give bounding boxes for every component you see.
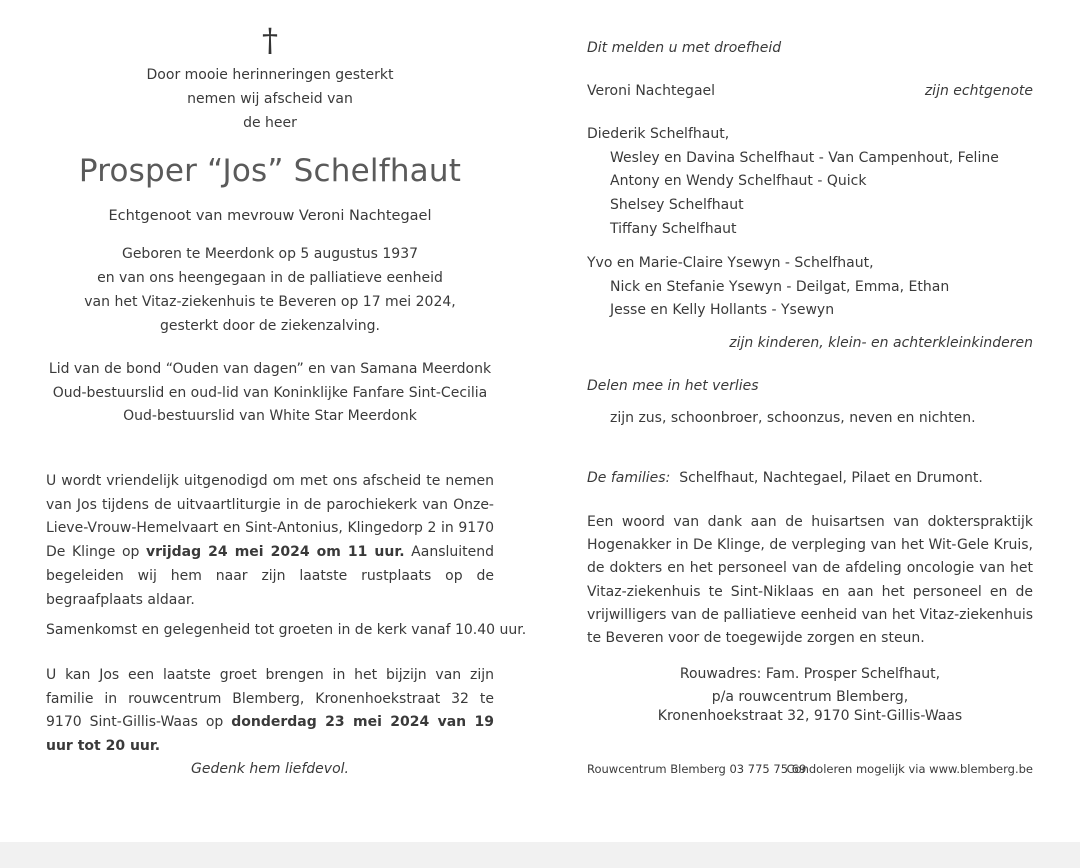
families-label: De families: xyxy=(587,470,671,486)
families-text: Schelfhaut, Nachtegael, Pilaet en Drumont. xyxy=(679,470,983,486)
families-line xyxy=(587,470,983,486)
intro-line-3: de heer xyxy=(243,115,297,131)
visit-paragraph xyxy=(46,664,494,759)
spouse-name: Veroni Nachtegael xyxy=(587,83,716,99)
share-text: zijn zus, schoonbroer, schoonzus, neven en nichten. xyxy=(610,410,976,426)
intro-line-2: nemen wij afscheid van xyxy=(187,91,353,107)
family2-head: Yvo en Marie-Claire Ysewyn - Schelfhaut, xyxy=(587,255,874,271)
remember-line: Gedenk hem liefdevol. xyxy=(191,761,349,777)
family2-line-1: Nick en Stefanie Ysewyn - Deilgat, Emma, Ethan xyxy=(610,279,950,295)
family2-line-2: Jesse en Kelly Hollants - Ysewyn xyxy=(610,302,835,318)
thanks-paragraph: Een woord van dank aan de huisartsen van dokterspraktijk Hogenakker in De Klinge, de verpleging van het Wit-Gele Kruis, de dokters en het personeel van de afdeling oncologie van het Vitaz-ziekenhuis te Sint-Niklaas en aan het personeel en de vrijwilligers van de palliatieve eenheid van het Vitaz-ziekenhuis te Beveren voor de toegewijde zorgen en steun. xyxy=(587,514,1033,647)
spouse-line: Echtgenoot van mevrouw Veroni Nachtegael xyxy=(108,208,432,224)
birth-line-4: gesterkt door de ziekenzalving. xyxy=(159,318,381,334)
family1-line-1: Wesley en Davina Schelfhaut - Van Campenhout, Feline xyxy=(610,150,999,166)
share-label: Delen mee in het verlies xyxy=(587,378,759,394)
invitation-paragraph xyxy=(46,470,494,612)
family1-head: Diederik Schelfhaut, xyxy=(587,126,730,142)
birth-line-3: van het Vitaz-ziekenhuis te Beveren op 17 mei 2024, xyxy=(84,294,456,310)
visit-date: donderdag 23 mei 2024 van 19 uur tot 20 uur. xyxy=(46,714,494,755)
footer-phone: Rouwcentrum Blemberg 03 775 75 69 xyxy=(587,762,807,776)
visit-text: U kan Jos een laatste groet brengen in het bijzijn van zijn familie in rouwcentrum Blemberg, Kronenhoekstraat 32 te 9170 Sint-Gillis-Waas op xyxy=(46,667,494,731)
birth-line-2: en van ons heengegaan in de palliatieve eenheid xyxy=(97,270,443,286)
gathering-line: Samenkomst en gelegenheid tot groeten in de kerk vanaf 10.40 uur. xyxy=(46,622,527,638)
children-role: zijn kinderen, klein- en achterkleinkinderen xyxy=(729,335,1033,351)
bottom-bar xyxy=(0,842,1080,868)
funeral-date: vrijdag 24 mei 2024 om 11 uur. xyxy=(146,544,405,561)
address-line-1: Rouwadres: Fam. Prosper Schelfhaut, xyxy=(679,666,941,682)
cross-icon: † xyxy=(262,21,278,59)
address-line-3: Kronenhoekstraat 32, 9170 Sint-Gillis-Waas xyxy=(657,708,963,724)
family1-line-2: Antony en Wendy Schelfhaut - Quick xyxy=(610,173,867,189)
spouse-role: zijn echtgenote xyxy=(924,83,1033,99)
membership-line-1: Lid van de bond “Ouden van dagen” en van Samana Meerdonk xyxy=(48,361,492,377)
family1-line-4: Tiffany Schelfhaut xyxy=(610,221,737,237)
deceased-name: Prosper “Jos” Schelfhaut xyxy=(78,153,462,189)
invitation-text-1: U wordt vriendelijk uitgenodigd om met ons afscheid te nemen van Jos tijdens de uitvaartliturgie in de parochiekerk van Onze-Lieve-Vrouw-Hemelvaart en Sint-Antonius, Klingedorp 2 in 9170 De Klinge op xyxy=(46,473,494,561)
address-line-2: p/a rouwcentrum Blemberg, xyxy=(711,689,909,705)
membership-line-2: Oud-bestuurslid en oud-lid van Koninklijke Fanfare Sint-Cecilia xyxy=(52,385,488,401)
birth-line-1: Geboren te Meerdonk op 5 augustus 1937 xyxy=(121,246,419,262)
announce-line: Dit melden u met droefheid xyxy=(587,40,782,56)
footer-condolence: Condoleren mogelijk via www.blemberg.be xyxy=(786,762,1033,776)
membership-line-3: Oud-bestuurslid van White Star Meerdonk xyxy=(123,408,417,424)
family1-line-3: Shelsey Schelfhaut xyxy=(610,197,744,213)
invitation-text-2: Aansluitend begeleiden wij hem naar zijn laatste rustplaats op de begraafplaats aldaar. xyxy=(46,544,494,608)
intro-line-1: Door mooie herinneringen gesterkt xyxy=(146,67,394,83)
